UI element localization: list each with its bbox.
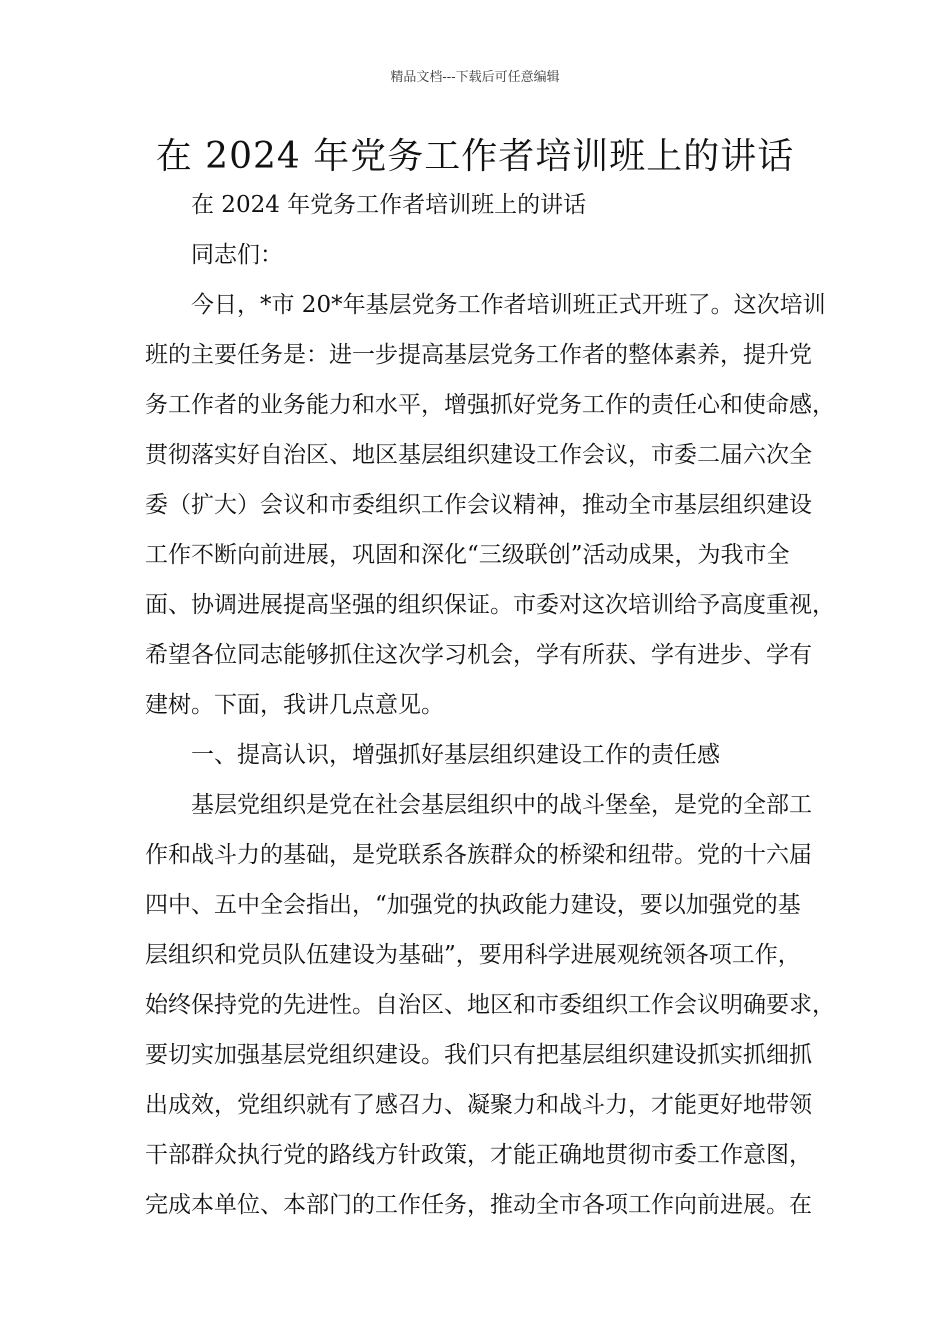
paragraph-line: 始终保持党的先进性。自治区、地区和市委组织工作会议明确要求， <box>145 992 835 1018</box>
salutation-line: 同志们： <box>191 242 283 268</box>
page-header: 精品文档---下载后可任意编辑 <box>390 70 560 85</box>
paragraph-line: 希望各位同志能够抓住这次学习机会，学有所获、学有进步、学有 <box>145 642 812 668</box>
paragraph-line: 工作不断向前进展，巩固和深化“三级联创”活动成果，为我市全 <box>145 542 790 568</box>
paragraph-line: 四中、五中全会指出，“加强党的执政能力建设，要以加强党的基 <box>145 892 801 918</box>
paragraph-line: 班的主要任务是：进一步提高基层党务工作者的整体素养，提升党 <box>145 342 812 368</box>
paragraph-line: 干部群众执行党的路线方针政策，才能正确地贯彻市委工作意图， <box>145 1142 812 1168</box>
paragraph-line: 建树。下面，我讲几点意见。 <box>145 692 444 718</box>
section-heading: 一、提高认识，增强抓好基层组织建设工作的责任感 <box>191 742 720 768</box>
paragraph-line: 委（扩大）会议和市委组织工作会议精神，推动全市基层组织建设 <box>145 492 812 518</box>
paragraph-line: 贯彻落实好自治区、地区基层组织建设工作会议，市委二届六次全 <box>145 442 812 468</box>
paragraph-line: 出成效，党组织就有了感召力、凝聚力和战斗力，才能更好地带领 <box>145 1092 812 1118</box>
paragraph-line: 要切实加强基层党组织建设。我们只有把基层组织建设抓实抓细抓 <box>145 1042 812 1068</box>
paragraph-line: 今日，*市 20*年基层党务工作者培训班正式开班了。这次培训 <box>191 292 826 318</box>
subtitle-line: 在 2024 年党务工作者培训班上的讲话 <box>191 192 587 218</box>
paragraph-line: 作和战斗力的基础，是党联系各族群众的桥梁和纽带。党的十六届 <box>145 842 812 868</box>
document-title: 在 2024 年党务工作者培训班上的讲话 <box>155 136 795 177</box>
paragraph-line: 面、协调进展提高坚强的组织保证。市委对这次培训给予高度重视， <box>145 592 835 618</box>
paragraph-line: 基层党组织是党在社会基层组织中的战斗堡垒，是党的全部工 <box>191 792 812 818</box>
document-body <box>145 180 835 1230</box>
paragraph-line: 务工作者的业务能力和水平，增强抓好党务工作的责任心和使命感， <box>145 392 835 418</box>
paragraph-line: 完成本单位、本部门的工作任务，推动全市各项工作向前进展。在 <box>145 1192 812 1218</box>
paragraph-line: 层组织和党员队伍建设为基础”，要用科学进展观统领各项工作， <box>145 942 801 968</box>
